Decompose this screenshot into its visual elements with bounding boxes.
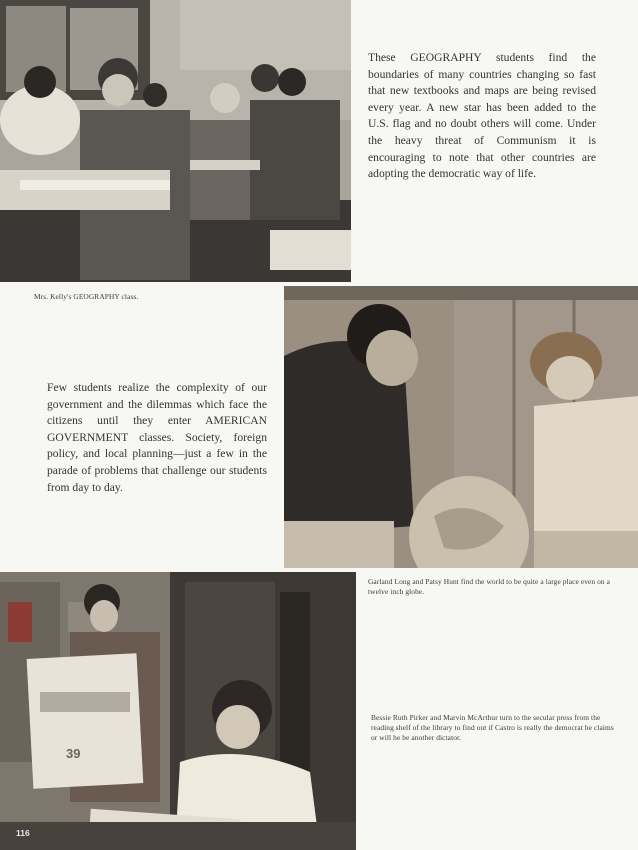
newspaper-number: 39 <box>66 746 81 761</box>
geography-class-caption: Mrs. Kelly's GEOGRAPHY class. <box>34 292 139 301</box>
government-paragraph: Few students realize the complexity of our government and the dilemmas which face the citizens until they enter AMERICAN GOVERNMENT classes. Society, foreign policy, and local planning—just a few in the parade of problems that challenge our students from day to day. <box>47 381 267 494</box>
page-number: 116 <box>16 828 30 838</box>
globe-photo <box>284 286 638 568</box>
globe-caption: Garland Long and Patsy Hunt find the world to be quite a large place even on a twelve inch globe. <box>368 577 611 596</box>
library-photo <box>0 572 356 850</box>
geography-class-photo <box>0 0 351 282</box>
geography-paragraph: These GEOGRAPHY students find the boundaries of many countries changing so fast that new textbooks and maps are being revised every year. A new star has been added to the U.S. flag and no doubt others will come. Under the heavy threat of Communism it is encouraging to note that other countries are adopting the democratic way of life. <box>368 51 596 181</box>
library-caption: Bessie Ruth Pirker and Marvin McArthur turn to the secular press from the reading shelf of the library to find out if Castro is really the democrat he claims or will he be another dictator. <box>371 713 614 742</box>
